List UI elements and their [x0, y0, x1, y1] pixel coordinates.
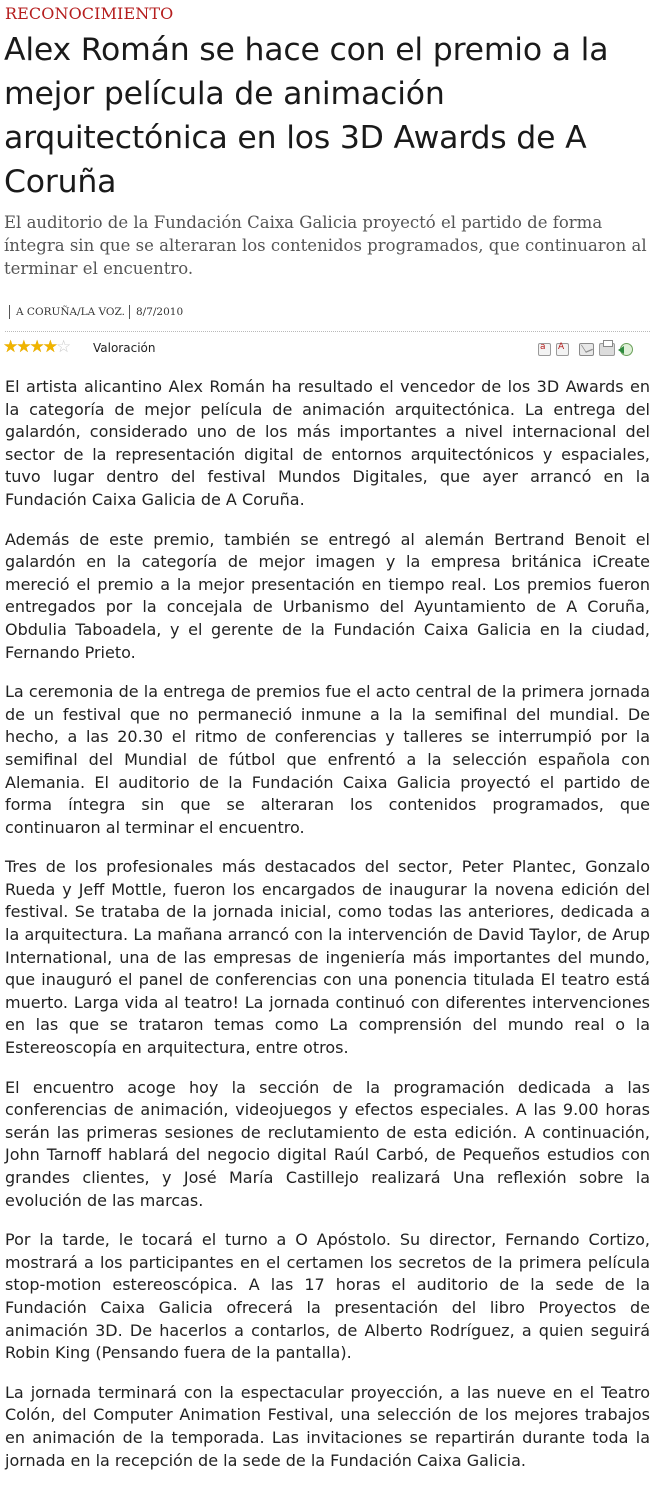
star-icon[interactable]: ★	[3, 337, 17, 357]
byline	[5, 305, 650, 332]
byline-divider	[9, 305, 10, 319]
rating-row	[3, 338, 653, 362]
rating-stars[interactable]	[3, 338, 69, 356]
font-increase-icon[interactable]	[556, 343, 569, 356]
byline-date: 8/7/2010	[135, 306, 184, 318]
email-icon[interactable]	[579, 343, 594, 356]
paragraph: Tres de los profesionales más destacados del sector, Peter Plantec, Gonzalo Rueda y Jeff Mottle, fueron los encargados de inaugurar la novena edición del festival. Se trataba de la jornada inicial, como todas las anteriores, dedicada a la arquitectura. La mañana arrancó con la intervención de David Taylor, de Arup International, una de las empresas de ingeniería más importantes del mundo, que inauguró el panel de conferencias con una ponencia titulada El teatro está muerto. Larga vida al teatro! La jornada continuó con diferentes intervenciones en las que se trataron temas como La comprensión del mundo real o la Estereoscopía en arquitectura, entre otros.	[5, 857, 650, 1058]
article-subtitle: El auditorio de la Fundación Caixa Galicia proyectó el partido de forma íntegra sin que se alteraran los contenidos programados, que continuaron al terminar el encuentro.	[4, 213, 647, 278]
paragraph: El artista alicantino Alex Román ha resultado el vencedor de los 3D Awards en la categoría de mejor película de animación arquitectónica. La entrega del galardón, considerado uno de los más importantes a nivel internacional del sector de la representación digital de entornos arquitectónicos y espaciales, tuvo lugar dentro del festival Mundos Digitales, que ayer arrancó en la Fundación Caixa Galicia de A Coruña.	[5, 377, 650, 509]
article-tools	[533, 343, 633, 359]
rating-label: Valoración	[93, 341, 156, 355]
article-body	[5, 376, 650, 1489]
print-icon[interactable]	[599, 343, 615, 356]
paragraph: La jornada terminará con la espectacular proyección, a las nueve en el Teatro Colón, del Computer Animation Festival, una selección de los mejores trabajos en animación de la temporada. Las invitaciones se repartirán durante toda la jornada en la recepción de la sede de la Fundación Caixa Galicia.	[5, 1382, 650, 1470]
byline-location: A CORUÑA/LA VOZ.	[16, 306, 125, 318]
star-icon[interactable]: ★	[16, 337, 30, 357]
byline-divider	[129, 305, 130, 319]
paragraph: El encuentro acoge hoy la sección de la programación dedicada a las conferencias de animación, videojuegos y efectos especiales. A las 9.00 horas serán las primeras sesiones de reclutamiento de esta edición. A continuación, John Tarnoff hablará del negocio digital Raúl Carbó, de Pequeños estudios con grandes clientes, y José María Castillejo realizará Una reflexión sobre la evolución de las marcas.	[5, 1077, 650, 1210]
star-icon[interactable]: ★	[29, 337, 43, 357]
star-icon[interactable]: ★	[42, 337, 56, 357]
article-title: Alex Román se hace con el premio a la mejor película de animación arquitectónica en los 3D Awards de A Coruña	[4, 32, 609, 200]
paragraph: Por la tarde, le tocará el turno a O Apóstolo. Su director, Fernando Cortizo, mostrará a los participantes en el certamen los secretos de la primera película stop-motion estereoscópica. A las 17 horas el auditorio de la sede de la Fundación Caixa Galicia ofrecerá la presentación del libro Proyectos de animación 3D. De hacerlos a contarlos, de Alberto Rodríguez, a quien seguirá Robin King (Pensando fuera de la pantalla).	[5, 1230, 650, 1363]
section-label: RECONOCIMIENTO	[5, 4, 174, 23]
paragraph: La ceremonia de la entrega de premios fue el acto central de la primera jornada de un festival que no permaneció inmune a la la semifinal del mundial. De hecho, a las 20.30 el ritmo de conferencias y talleres se interrumpió por la semifinal del Mundial de fútbol que enfrentó a la selección española con Alemania. El auditorio de la Fundación Caixa Galicia proyectó el partido de forma íntegra sin que se alteraran los contenidos programados, que continuaron al terminar el encuentro.	[5, 682, 650, 837]
font-decrease-icon[interactable]	[538, 343, 551, 356]
star-empty-icon[interactable]: ☆	[56, 337, 70, 357]
share-icon[interactable]	[620, 343, 633, 356]
paragraph: Además de este premio, también se entregó al alemán Bertrand Benoit el galardón en la categoría de mejor imagen y la empresa británica iCreate mereció el premio a la mejor presentación en tiempo real. Los premios fueron entregados por la concejala de Urbanismo del Ayuntamiento de A Coruña, Obdulia Taboadela, y el gerente de la Fundación Caixa Galicia en la ciudad, Fernando Prieto.	[5, 529, 650, 662]
